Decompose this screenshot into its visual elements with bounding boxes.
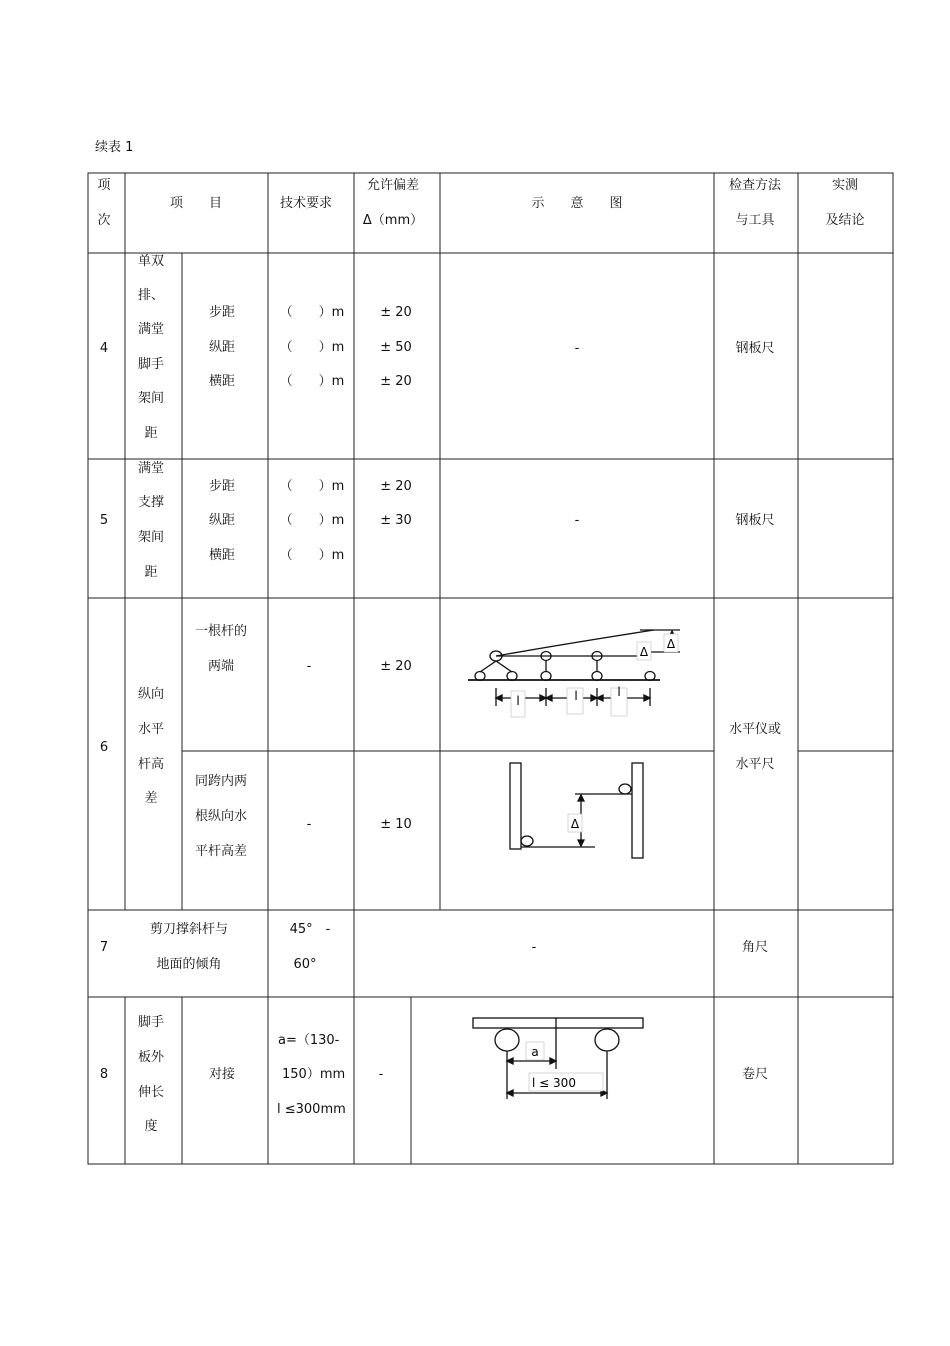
row5-item: 架间: [137, 530, 165, 545]
row6-sub-a: 两端: [207, 659, 235, 674]
fig-a-l-3: l: [617, 685, 621, 699]
fig-a-delta-2: Δ: [666, 637, 676, 651]
row6-method: 水平尺: [735, 757, 775, 772]
row4-item: 单双: [137, 254, 165, 269]
fig-a-l-1: l: [516, 694, 520, 708]
header-req: 技术要求: [279, 196, 333, 211]
row5-item: 距: [144, 565, 158, 580]
row8-item: 脚手: [137, 1015, 165, 1030]
row8-diagram-board-overhang: [411, 997, 714, 1164]
row4-item: 距: [144, 426, 158, 441]
header-item: 项 目: [169, 196, 223, 211]
row5-sub: 纵距: [208, 513, 236, 528]
table-caption: 续表 1: [95, 140, 134, 155]
row4-item: 脚手: [137, 357, 165, 372]
row6-dev-b: ± 10: [380, 817, 412, 832]
row8-sub: 对接: [208, 1067, 236, 1082]
row5-figure: -: [574, 513, 580, 528]
row7-method: 角尺: [741, 940, 769, 955]
row8-req: a=（130-: [278, 1033, 340, 1048]
row4-sub: 纵距: [208, 340, 236, 355]
header-no-2: 次: [97, 213, 111, 228]
row6-item: 纵向: [137, 687, 165, 702]
row4-item: 架间: [137, 391, 165, 406]
row4-item: 满堂: [137, 322, 165, 337]
row4-dev: ± 20: [380, 374, 412, 389]
row5-item: 满堂: [137, 461, 165, 476]
row6-req-a: -: [306, 659, 312, 674]
row4-sub: 横距: [208, 374, 236, 389]
row7-req: 45° -: [289, 922, 331, 937]
row6-sub-a: 一根杆的: [194, 624, 248, 639]
row8-dev: -: [378, 1067, 384, 1082]
fig-a-delta-1: Δ: [639, 645, 649, 659]
row8-item: 板外: [137, 1050, 165, 1065]
header-result-2: 及结论: [825, 213, 865, 228]
row5-dev: ± 20: [380, 479, 412, 494]
row8-req: 150）mm: [282, 1067, 346, 1082]
row5-req: （ ）m: [279, 548, 345, 563]
row6-item: 水平: [137, 722, 165, 737]
row6-dev-a: ± 20: [380, 659, 412, 674]
header-no-1: 项: [97, 178, 111, 193]
row4-dev: ± 50: [380, 340, 412, 355]
fig8-a-label: a: [531, 1045, 539, 1059]
fig-a-l-2: l: [574, 689, 578, 703]
row5-sub: 步距: [208, 479, 236, 494]
header-method-1: 检查方法: [728, 178, 782, 193]
row4-item: 排、: [137, 288, 165, 303]
row7-figure: -: [531, 940, 537, 955]
row7-item: 剪刀撑斜杆与: [149, 922, 229, 937]
row8-item: 伸长: [137, 1085, 165, 1100]
row6-diagram-one-bar: [440, 598, 714, 751]
row5-method: 钢板尺: [735, 513, 775, 528]
header-figure: 示 意 图: [531, 196, 623, 211]
row5-item: 支撑: [137, 495, 165, 510]
header-dev-2: Δ（mm）: [362, 213, 424, 228]
fig-b-delta: Δ: [570, 817, 580, 831]
row6-diagram-two-bars: [440, 751, 714, 910]
header-dev-1: 允许偏差: [366, 178, 420, 193]
row7-no: 7: [99, 940, 109, 955]
row4-no: 4: [99, 341, 109, 356]
row4-req: （ ）m: [279, 305, 345, 320]
row4-sub: 步距: [208, 305, 236, 320]
header-method-2: 与工具: [735, 213, 775, 228]
row4-dev: ± 20: [380, 305, 412, 320]
row8-no: 8: [99, 1067, 109, 1082]
row5-req: （ ）m: [279, 479, 345, 494]
row4-req: （ ）m: [279, 340, 345, 355]
row5-no: 5: [99, 513, 109, 528]
row7-item: 地面的倾角: [156, 957, 222, 972]
row6-sub-b: 平杆高差: [194, 844, 248, 859]
row7-req: 60°: [293, 957, 317, 972]
row5-req: （ ）m: [279, 513, 345, 528]
row6-item: 杆高: [137, 757, 165, 772]
row6-method: 水平仪或: [728, 722, 782, 737]
row4-req: （ ）m: [279, 374, 345, 389]
row8-method: 卷尺: [741, 1067, 769, 1082]
fig8-l-label: l ≤ 300: [532, 1076, 576, 1090]
row5-sub: 横距: [208, 548, 236, 563]
row6-item: 差: [144, 791, 158, 806]
row6-sub-b: 根纵向水: [194, 809, 248, 824]
row4-figure: -: [574, 341, 580, 356]
row5-dev: ± 30: [380, 513, 412, 528]
row6-sub-b: 同跨内两: [194, 774, 248, 789]
row4-method: 钢板尺: [735, 341, 775, 356]
row6-req-b: -: [306, 817, 312, 832]
row8-item: 度: [144, 1119, 158, 1134]
row8-req: l ≤300mm: [277, 1102, 346, 1117]
row6-no: 6: [99, 740, 109, 755]
header-result-1: 实测: [831, 178, 859, 193]
